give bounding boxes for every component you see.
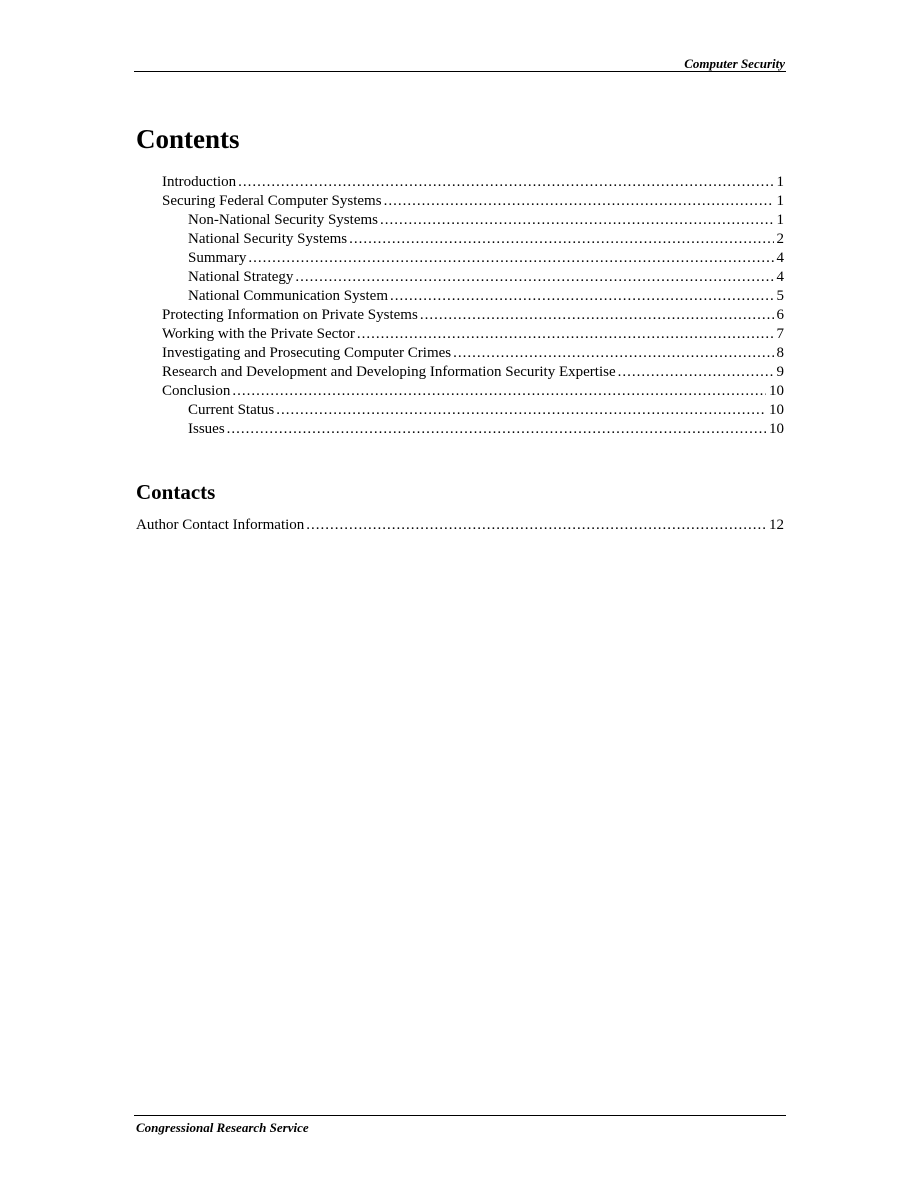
toc-entry-label: Conclusion [162, 383, 231, 399]
toc-entry-issues[interactable] [136, 420, 784, 439]
dot-leader [349, 230, 773, 249]
toc-entry-summary[interactable] [136, 249, 784, 268]
toc-entry-page: 10 [769, 421, 784, 437]
toc-entry-label: National Strategy [188, 269, 294, 285]
toc-entry-label: National Communication System [188, 288, 388, 304]
dot-leader [238, 173, 773, 192]
toc-entry-research-and-development[interactable] [136, 363, 784, 382]
toc-entry-page: 2 [776, 231, 784, 247]
table-of-contents [136, 173, 784, 439]
toc-entry-label: Investigating and Prosecuting Computer Crimes [162, 345, 452, 361]
toc-entry-securing-federal-computer-systems[interactable] [136, 192, 784, 211]
footer-organization: Congressional Research Service [136, 1120, 309, 1135]
toc-entry-page: 8 [776, 345, 784, 361]
toc-entry-working-with-the-private-sector[interactable] [136, 325, 784, 344]
toc-entry-label: Securing Federal Computer Systems [162, 193, 382, 209]
toc-entry-national-strategy[interactable] [136, 268, 784, 287]
toc-entry-page: 9 [776, 364, 784, 380]
toc-entry-page: 6 [776, 307, 784, 323]
toc-entry-introduction[interactable] [136, 173, 784, 192]
toc-entry-label: National Security Systems [188, 231, 348, 247]
dot-leader [453, 344, 773, 363]
toc-entry-national-communication-system[interactable] [136, 287, 784, 306]
toc-entry-label: Summary [188, 250, 247, 266]
toc-entry-page: 10 [769, 402, 784, 418]
dot-leader [390, 287, 774, 306]
toc-entry-page: 4 [776, 269, 784, 285]
footer-divider [134, 1115, 786, 1116]
toc-entry-label: Current Status [188, 402, 275, 418]
dot-leader [357, 325, 774, 344]
dot-leader [618, 363, 774, 382]
toc-entry-label: Author Contact Information [136, 517, 305, 533]
dot-leader [380, 211, 774, 230]
toc-entry-label: Issues [188, 421, 225, 437]
toc-entry-label: Introduction [162, 174, 237, 190]
header-divider [134, 71, 786, 72]
dot-leader [295, 268, 773, 287]
toc-entry-page: 1 [776, 212, 784, 228]
contents-heading: Contents [136, 124, 240, 154]
running-header: Computer Security [684, 56, 785, 71]
dot-leader [420, 306, 774, 325]
toc-entry-author-contact-information[interactable] [136, 516, 784, 535]
dot-leader [306, 516, 766, 535]
toc-entry-page: 12 [769, 517, 784, 533]
dot-leader [232, 382, 766, 401]
toc-entry-label: Non-National Security Systems [188, 212, 378, 228]
contacts-heading: Contacts [136, 480, 216, 504]
toc-entry-non-national-security-systems[interactable] [136, 211, 784, 230]
dot-leader [384, 192, 774, 211]
contacts-list [136, 516, 784, 535]
toc-entry-label: Research and Development and Developing Information Security Expertise [162, 364, 616, 380]
toc-entry-page: 1 [776, 193, 784, 209]
toc-entry-label: Protecting Information on Private Systems [162, 307, 418, 323]
toc-entry-page: 1 [776, 174, 784, 190]
toc-entry-national-security-systems[interactable] [136, 230, 784, 249]
dot-leader [276, 401, 766, 420]
toc-entry-page: 4 [776, 250, 784, 266]
toc-entry-conclusion[interactable] [136, 382, 784, 401]
dot-leader [227, 420, 766, 439]
toc-entry-protecting-information-on-private-systems[interactable] [136, 306, 784, 325]
dot-leader [248, 249, 773, 268]
toc-entry-page: 7 [776, 326, 784, 342]
toc-entry-page: 10 [769, 383, 784, 399]
toc-entry-page: 5 [776, 288, 784, 304]
toc-entry-label: Working with the Private Sector [162, 326, 355, 342]
toc-entry-current-status[interactable] [136, 401, 784, 420]
toc-entry-investigating-and-prosecuting-computer-crimes[interactable] [136, 344, 784, 363]
